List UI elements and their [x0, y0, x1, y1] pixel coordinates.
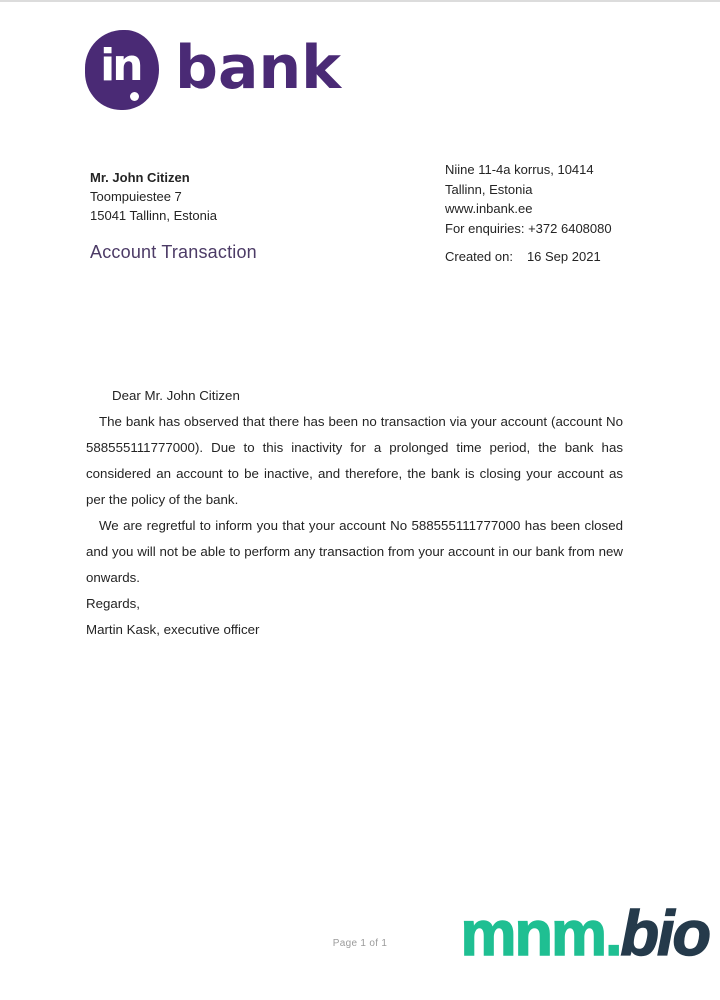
bank-info-block [445, 160, 612, 267]
page-indicator: Page 1 of 1 [332, 938, 388, 949]
bank-address-line1: Niine 11-4a korrus, 10414 [445, 162, 594, 177]
inbank-logo [85, 30, 341, 110]
bank-address-line2: Tallinn, Estonia [445, 181, 533, 197]
letter-body [86, 383, 623, 643]
document-title: Account Transaction [90, 242, 257, 262]
bank-enquiries: For enquiries: +372 6408080 [445, 220, 612, 236]
paragraph-1: The bank has observed that there has been no transaction via your account (account No 588555111777000). Due to this inactivity for a prolonged time period, the bank has considered an account to be inactive, and therefore, the bank is closing your account as per the policy of the bank. [86, 414, 623, 507]
recipient-city: 15041 Tallinn, Estonia [90, 208, 217, 223]
watermark-prefix: mnm. [460, 898, 621, 969]
logo-in-letters: in [100, 40, 141, 91]
mnm-bio-watermark [460, 898, 709, 969]
signature-line: Martin Kask, executive officer [86, 622, 260, 637]
inbank-logo-mark-icon [85, 30, 159, 110]
paragraph-2: We are regretful to inform you that your account No 588555111777000 has been closed and you will not be able to perform any transaction from your account in our bank from new onwards. [86, 518, 623, 585]
created-on-row [445, 247, 612, 267]
recipient-street: Toompuiestee 7 [90, 189, 182, 204]
salutation: Dear Mr. John Citizen [112, 388, 240, 403]
closing-line: Regards, [86, 596, 140, 611]
logo-dot-icon [130, 92, 139, 101]
recipient-address-block [90, 168, 217, 225]
bank-website: www.inbank.ee [445, 201, 533, 216]
created-on-date: 16 Sep 2021 [526, 249, 601, 264]
logo-wordmark: bank [175, 33, 342, 103]
recipient-name: Mr. John Citizen [90, 170, 190, 185]
created-on-label: Created on: [445, 249, 513, 264]
watermark-suffix: bio [620, 898, 709, 969]
